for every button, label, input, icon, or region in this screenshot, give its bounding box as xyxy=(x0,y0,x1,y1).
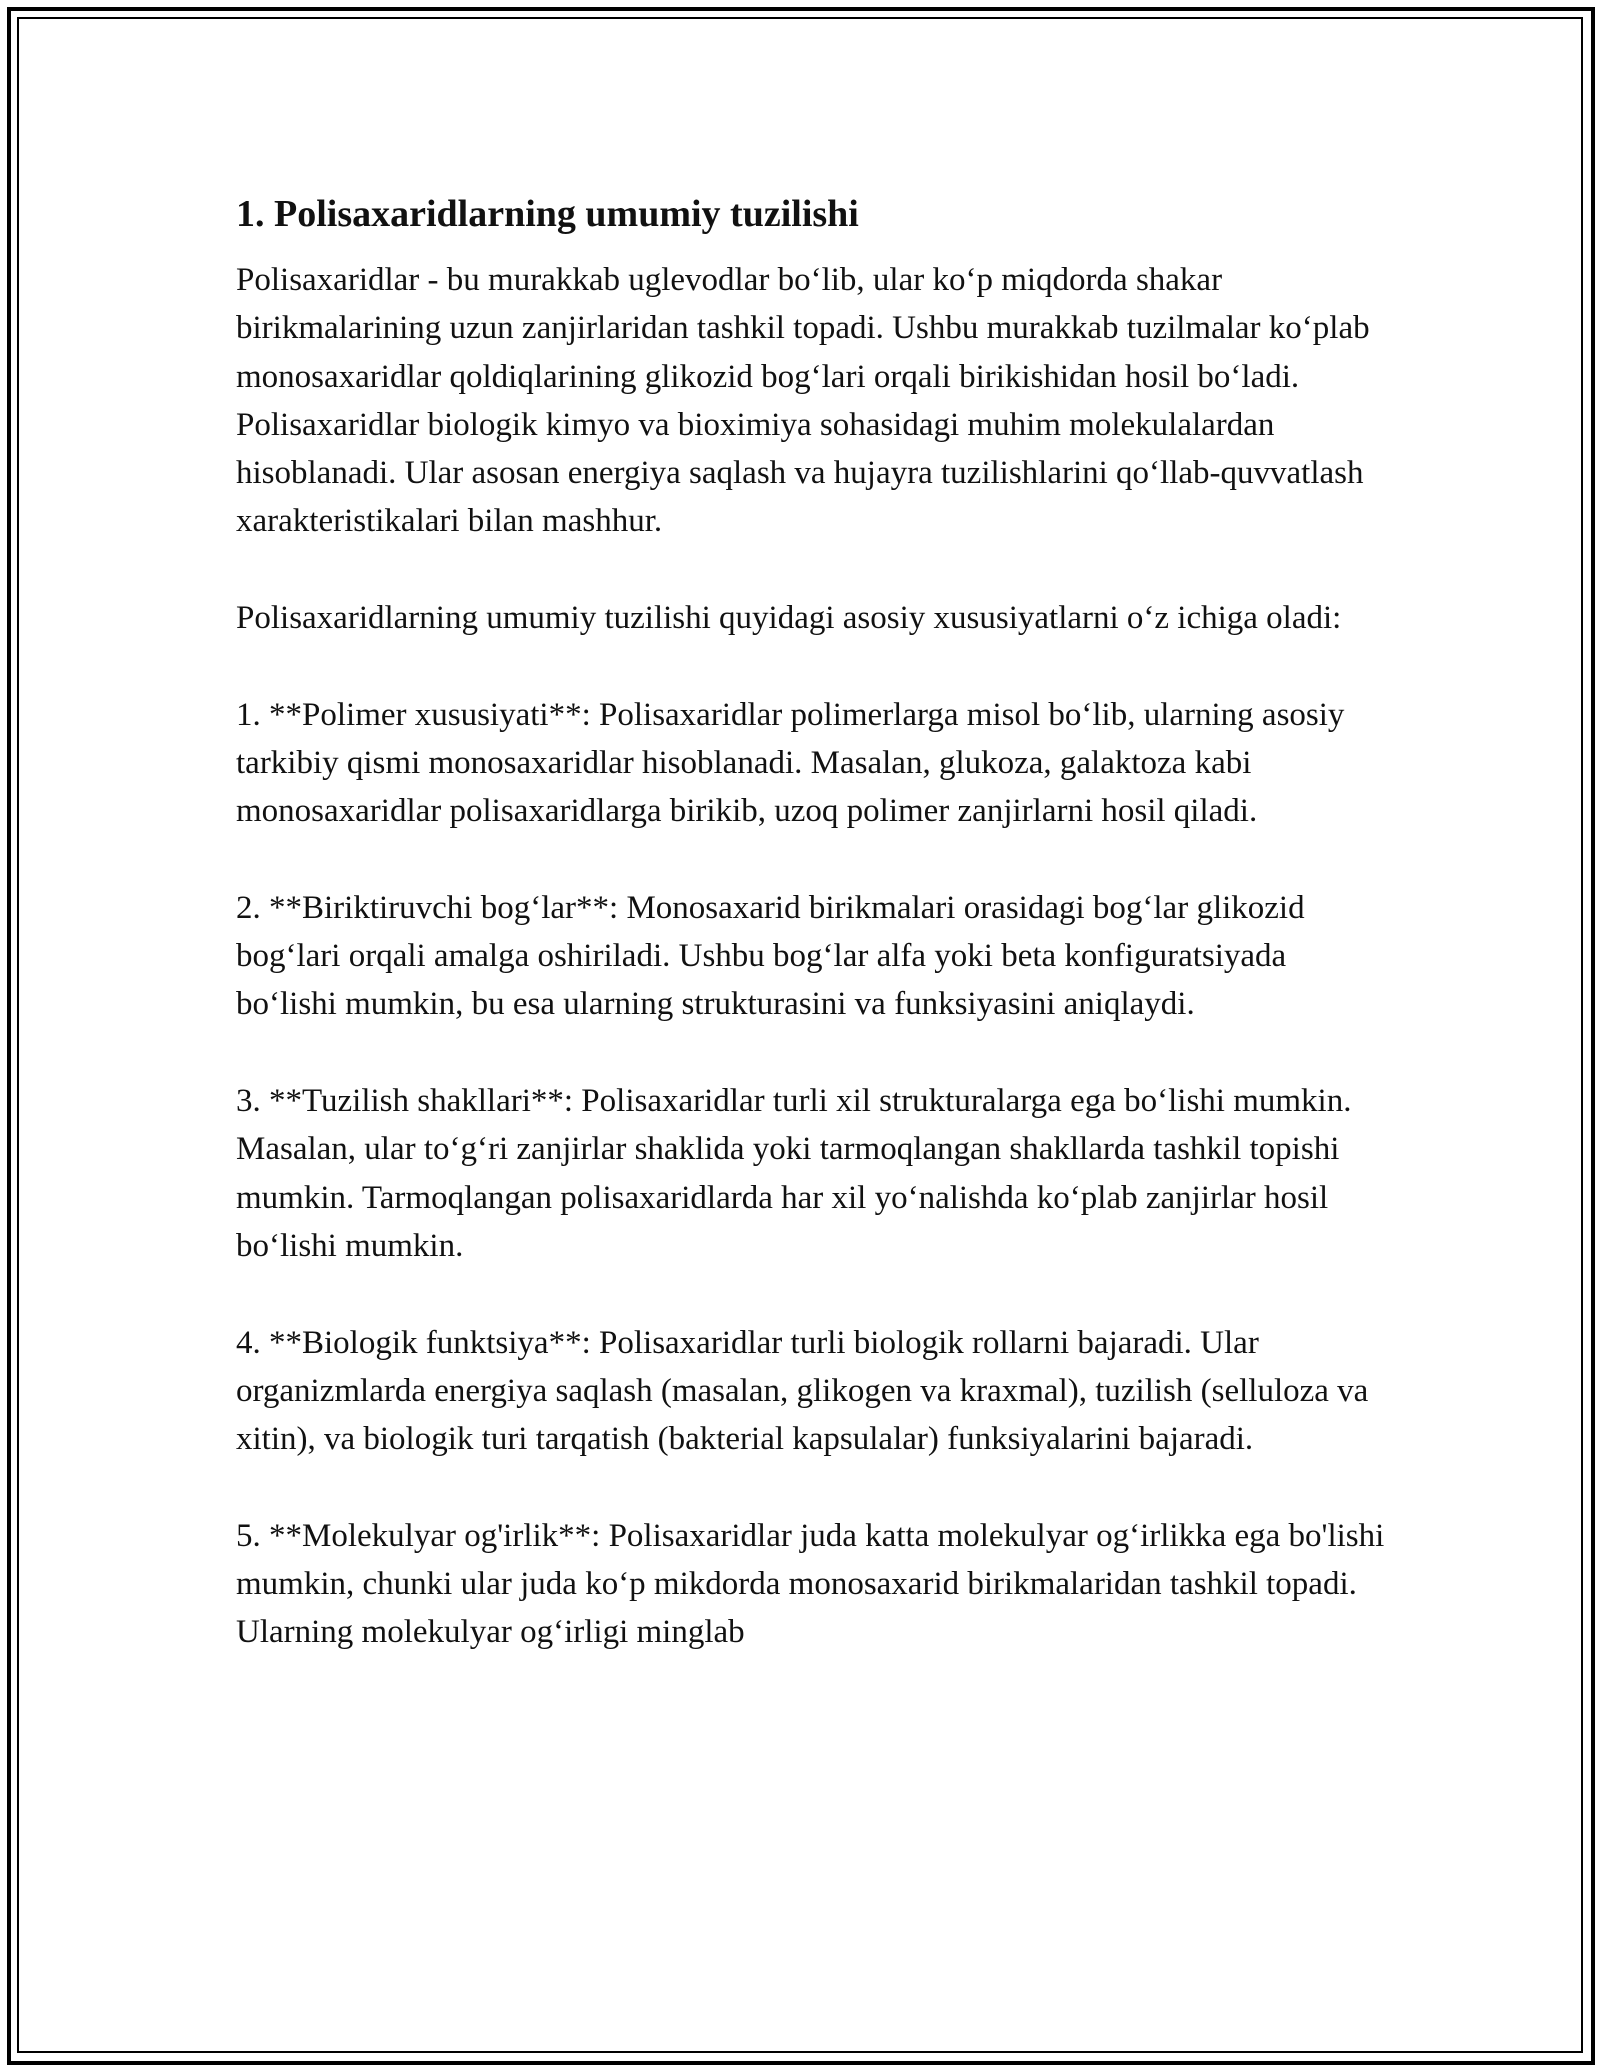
overview-paragraph: Polisaxaridlarning umumiy tuzilishi quyidagi asosiy xususiyatlarni o‘z ichiga oladi: xyxy=(236,600,1342,637)
intro-paragraph: Polisaxaridlar - bu murakkab uglevodlar bo‘lib, ular ko‘p miqdorda shakar birikmalarining uzun zanjirlaridan tashkil topadi. Ushbu murakkab tuzilmalar ko‘plab monosaxaridlar qoldiqlarining glikozid bog‘lari orqali birikishidan hosil bo‘ladi. Polisaxaridlar biologik kimyo va bioximiya sohasidagi muhim molekulalardan hisoblanadi. Ular asosan energiya saqlash va hujayra tuzilishlarini qo‘llab-quvvatlash xarakteristikalari bilan mashhur. xyxy=(236,262,1370,540)
paragraph-spacer xyxy=(236,1463,1386,1511)
paragraph-spacer xyxy=(236,836,1386,884)
list-item-structure-forms: 3. **Tuzilish shakllari**: Polisaxaridlar turli xil strukturalarga ega bo‘lishi mumkin. Masalan, ular to‘g‘ri zanjirlar shaklida yoki tarmoqlangan shakllarda tashkil topishi mumkin. Tarmoqlangan polisaxaridlarda har xil yo‘nalishda ko‘plab zanjirlar hosil bo‘lishi mumkin. xyxy=(236,1083,1352,1264)
paragraph-spacer xyxy=(236,1270,1386,1318)
paragraph-spacer xyxy=(236,642,1386,690)
list-item-biological-function: 4. **Biologik funktsiya**: Polisaxaridlar turli biologik rollarni bajaradi. Ular organizmlarda energiya saqlash (masalan, glikogen va kraxmal), tuzilish (selluloza va xitin), va biologik turi tarqatish (bakterial kapsulalar) funksiyalarini bajaradi. xyxy=(236,1324,1369,1458)
document-body xyxy=(236,188,1386,1657)
list-item-molecular-weight: 5. **Molekulyar og'irlik**: Polisaxaridlar juda katta molekulyar og‘irlikka ega bo'lishi mumkin, chunki ular juda ko‘p mikdorda monosaxarid birikmalaridan tashkil topadi. Ularning molekulyar og‘irligi minglab xyxy=(236,1517,1385,1651)
paragraph-spacer xyxy=(236,1029,1386,1077)
list-item-bonds: 2. **Biriktiruvchi bog‘lar**: Monosaxarid birikmalari orasidagi bog‘lar glikozid bog‘lari orqali amalga oshiriladi. Ushbu bog‘lar alfa yoki beta konfiguratsiyada bo‘lishi mumkin, bu esa ularning strukturasini va funksiyasini aniqlaydi. xyxy=(236,889,1305,1023)
document-title: 1. Polisaxaridlarning umumiy tuzilishi xyxy=(236,193,859,235)
list-item-polymer: 1. **Polimer xususiyati**: Polisaxaridlar polimerlarga misol bo‘lib, ularning asosiy tarkibiy qismi monosaxaridlar hisoblanadi. Masalan, glukoza, galaktoza kabi monosaxaridlar polisaxaridlarga birikib, uzoq polimer zanjirlarni hosil qiladi. xyxy=(236,696,1345,830)
paragraph-spacer xyxy=(236,546,1386,594)
